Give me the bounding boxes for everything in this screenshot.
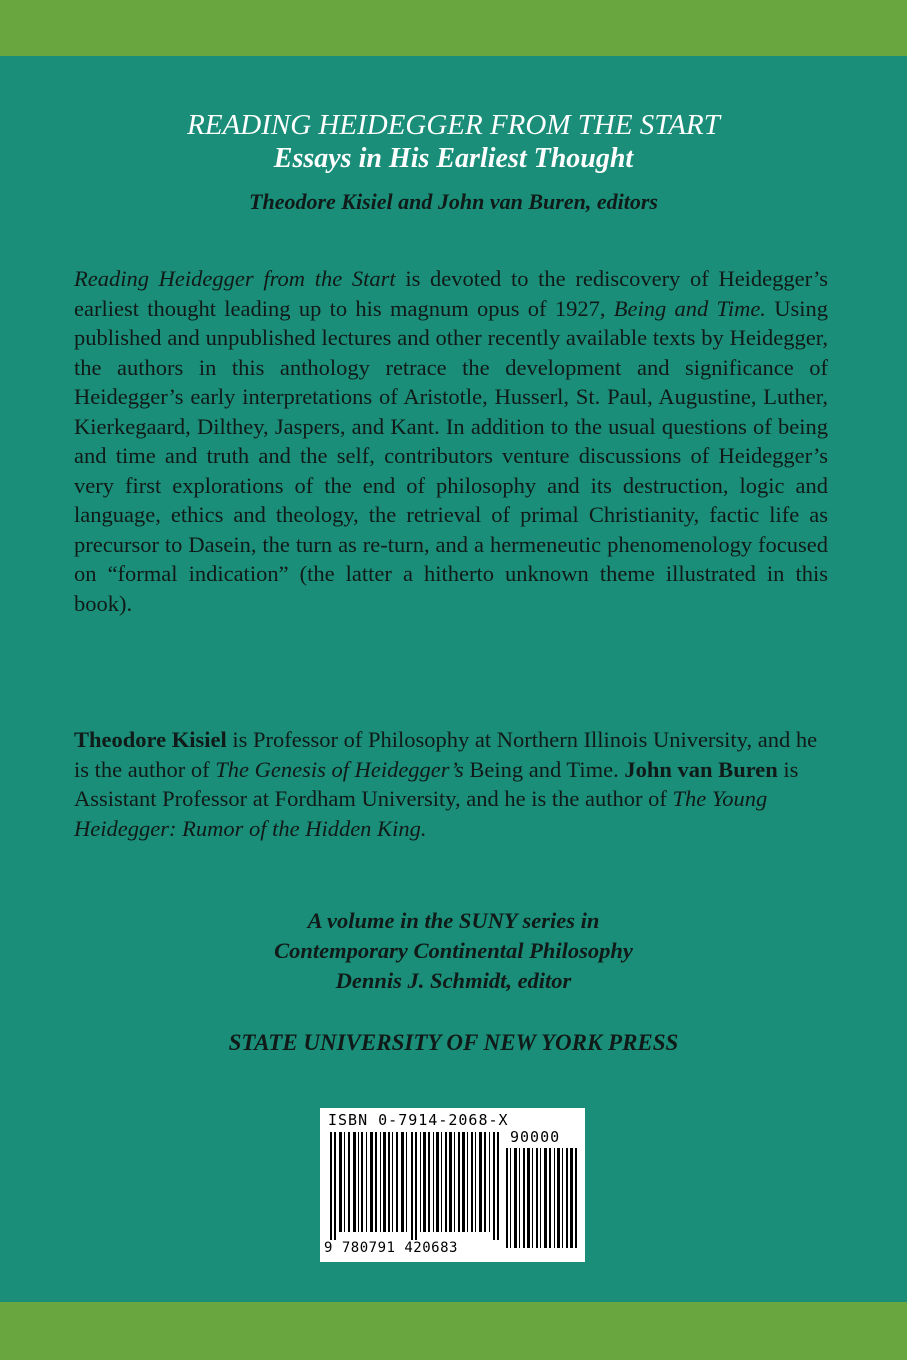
bottom-border xyxy=(0,1302,907,1360)
description-work-title: Being and Time. xyxy=(613,295,766,321)
barcode-digits: 9 780791 420683 xyxy=(324,1240,458,1256)
price-code: 90000 xyxy=(510,1128,561,1146)
description-paragraph xyxy=(74,264,828,618)
editors-line: Theodore Kisiel and John van Buren, editors xyxy=(249,189,658,214)
bio-text-1: is Professor of Philosophy at Northern Illinois University, and he is the author of xyxy=(74,727,818,782)
title-block xyxy=(0,108,907,216)
isbn-label: ISBN 0-7914-2068-X xyxy=(328,1111,509,1129)
back-cover xyxy=(0,56,907,1302)
series-line-1: A volume in the SUNY series in xyxy=(307,908,600,933)
bio-name-2: John van Buren xyxy=(618,756,778,782)
bio-book-1a: The Genesis of Heidegger’s xyxy=(215,756,464,782)
book-subtitle: Essays in His Earliest Thought xyxy=(273,143,634,174)
bio-book-2: The Young Heidegger: Rumor of the Hidden King. xyxy=(74,786,768,841)
bio-book-1b: Being and Time. xyxy=(463,756,619,782)
top-border xyxy=(0,0,907,56)
bio-name-1: Theodore Kisiel xyxy=(74,727,227,752)
bio-text-2: is Assistant Professor at Fordham University, and he is the author of xyxy=(74,756,799,811)
description-text-2: Using published and unpublished lectures and other recently available texts by Heidegger, the authors in this anthology retrace the development and significance of Heidegger’s early interpretations of Aristotle, Husserl, St. Paul, Augustine, Luther, Kierkegaard, Dilthey, Jaspers, and Kant. In addition to the usual questions of being and time and truth and the self, contributors venture discussions of Heidegger’s very first explorations of the end of philosophy and its destruction, logic and language, ethics and theology, the retrieval of primal Christianity, factic life as precursor to Dasein, the turn as re-turn, and a hermeneutic phenomenology focused on “formal indication” (the latter a hitherto unknown theme illustrated in this book). xyxy=(74,295,828,616)
series-line-3: Dennis J. Schmidt, editor xyxy=(335,968,572,993)
book-title: READING HEIDEGGER FROM THE START xyxy=(187,109,720,141)
author-bio xyxy=(74,725,824,843)
barcode-bars-main xyxy=(330,1132,502,1240)
series-line-2: Contemporary Continental Philosophy xyxy=(274,938,633,963)
description-book-title: Reading Heidegger from the Start xyxy=(74,266,396,291)
barcode xyxy=(320,1108,585,1262)
barcode-bars-addon xyxy=(506,1148,578,1248)
series-info xyxy=(0,906,907,996)
publisher-name: STATE UNIVERSITY OF NEW YORK PRESS xyxy=(228,1030,679,1055)
description-text-1: is devoted to the rediscovery of Heidegger’s earliest thought leading up to his magnum opus of 1927, xyxy=(74,266,828,321)
